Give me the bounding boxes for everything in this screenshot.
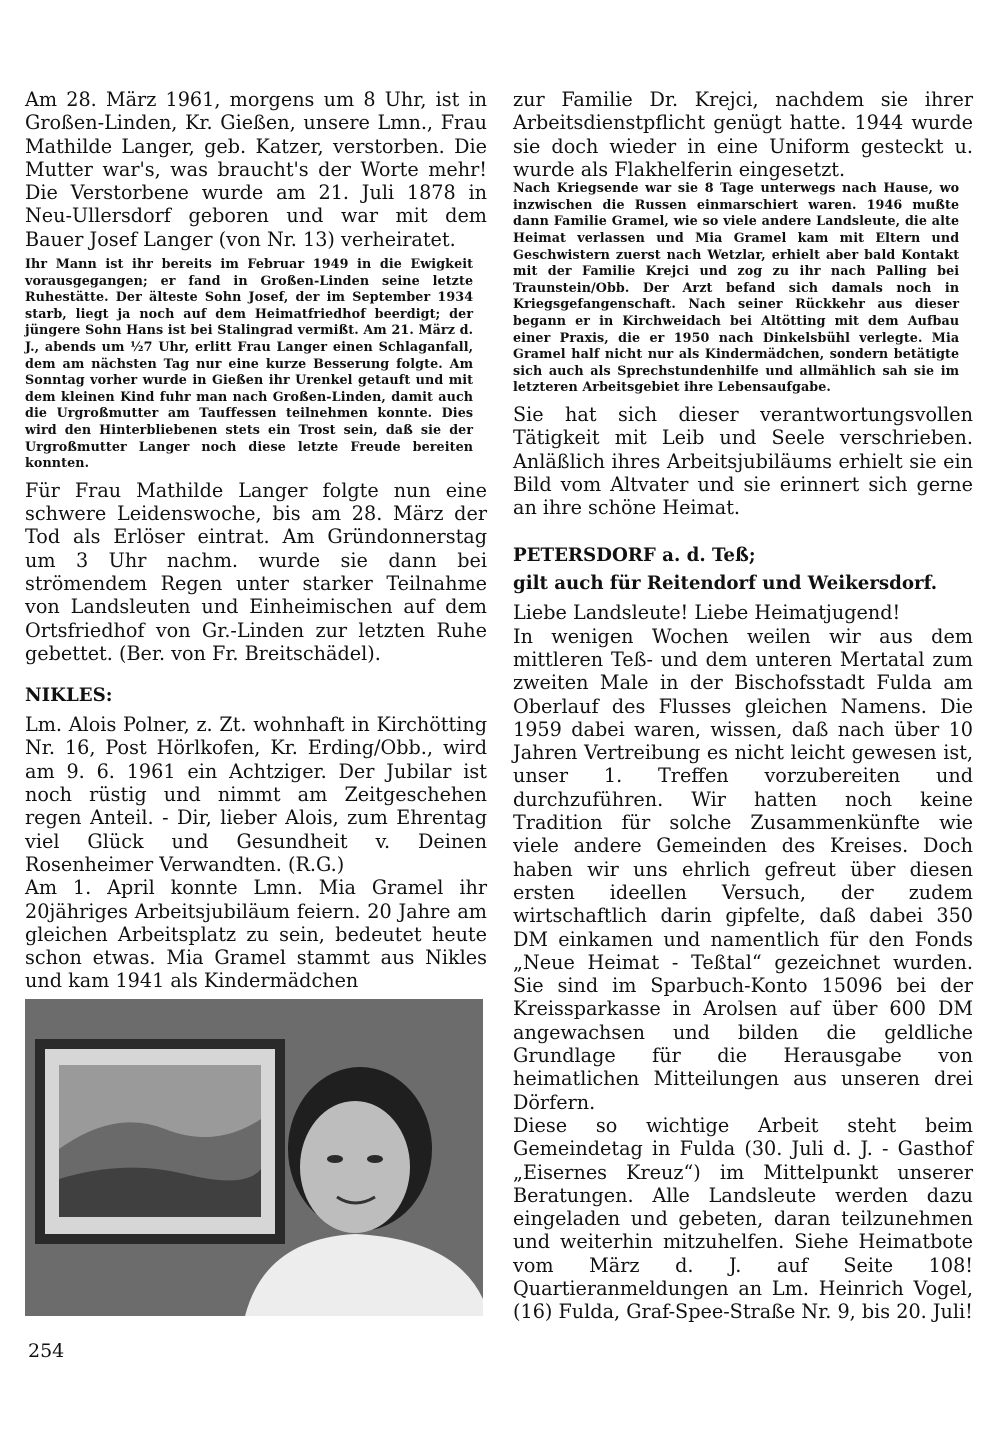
meeting-report: In wenigen Wochen weilen wir aus dem mittleren Teß- und dem unteren Mertatal zum zweiten Male in der Bischofsstadt Fulda am Oberlauf des Flusses gleichen Namens. Die 1959 dabei waren, wissen, daß nach über 10 Jahren Vertreibung es nicht leicht gewesen ist, unser 1. Treffen vorzubereiten und durchzuführen. Wir hatten noch keine Tradition für solche Zusammenkünfte wie viele andere Gemeinden des Kreises. Doch haben wir uns ehrlich gefreut über diesen ersten ideellen Versuch, der zudem wirtschaftlich darin gipfelte, daß dabei 350 DM einkamen und namentlich für den Fonds „Neue Heimat - Teßtal“ gezeichnet wurden. Sie sind im Sparbuch-Konto 15096 bei der Kreissparkasse in Arolsen auf über 600 DM angewachsen und bilden die geldliche Grundlage für die Herausgabe von heimatlichen Mitteilungen aus unseren drei Dörfern. [513, 624, 973, 1114]
left-column [25, 88, 487, 1316]
page-number: 254 [28, 1340, 65, 1362]
meeting-invitation: Diese so wichtige Arbeit steht beim Gemeindetag in Fulda (30. Juli d. J. - Gasthof „Eisernes Kreuz“) im Mittelpunkt unserer Beratungen. Alle Landsleute werden dazu eingeladen und gebeten, daran teilzunehmen und weiterhin mitzuhelfen. Siehe Heimatbote vom März d. J. auf Seite 108! Quartieranmeldungen an Lm. Heinrich Vogel, (16) Fulda, Graf-Spee-Straße Nr. 9, bis 20. Juli! [513, 1113, 973, 1324]
obituary-intro: Am 28. März 1961, morgens um 8 Uhr, ist in Großen-Linden, Kr. Gießen, unsere Lmn., Frau Mathilde Langer, geb. Katzer, verstorben. Die Mutter war's, was braucht's der Worte mehr! Die Verstorbene wurde am 21. Juli 1878 in Neu-Ullersdorf geboren und war mit dem Bauer Josef Langer (von Nr. 13) verheiratet. [25, 88, 487, 251]
heading-nikles: NIKLES: [25, 685, 113, 707]
subheading-villages: gilt auch für Reitendorf und Weikersdorf. [513, 573, 938, 595]
portrait-photo [25, 999, 483, 1316]
anniversary-continued: zur Familie Dr. Krejci, nachdem sie ihrer Arbeitsdienstpflicht genügt hatte. 1944 wurde sie doch wieder in eine Uniform gesteckt u. wurde als Flakhelferin eingesetzt. [513, 88, 973, 181]
birthday-notice: Lm. Alois Polner, z. Zt. wohnhaft in Kirchötting Nr. 16, Post Hörlkofen, Kr. Erding/Obb., wird am 9. 6. 1961 ein Achtziger. Der Jubilar ist noch rüstig und nimmt am Zeitgeschehen regen Anteil. - Dir, lieber Alois, zum Ehrentag viel Glück und Gesundheit v. Deinen Rosenheimer Verwandten. (R.G.) [25, 713, 487, 876]
anniversary-history: Nach Kriegsende war sie 8 Tage unterwegs nach Hause, wo inzwischen die Russen einmarschiert waren. 1946 mußte dann Familie Gramel, wie so viele andere Landsleute, die alte Heimat verlassen und Mia Gramel kam mit Eltern und Geschwistern zuerst nach Wetzlar, erhielt aber bald Kontakt mit der Familie Krejci und zog zu ihr nach Palling bei Traunstein/Obb. Der Arzt befand sich damals noch in Kriegsgefangenschaft. Nach seiner Rückkehr aus dieser begann er in Kirchweidach bei Altötting mit dem Aufbau einer Praxis, die er 1950 nach Dinkelsbühl verlegte. Mia Gramel half nicht nur als Kindermädchen, sondern betätigte sich auch als Sprechstundenhilfe und allmählich sah sie im letzteren Arbeitsgebiet ihre Lebensaufgabe. [513, 181, 960, 396]
greeting: Liebe Landsleute! Liebe Heimatjugend! [513, 601, 901, 625]
anniversary-closing: Sie hat sich dieser verantwortungsvollen Tätigkeit mit Leib und Seele verschrieben. Anläßlich ihres Arbeitsjubiläums erhielt sie ein Bild vom Altvater und sie erinnert sich gerne an ihre schöne Heimat. [513, 402, 973, 520]
anniversary-notice: Am 1. April konnte Lmn. Mia Gramel ihr 20jähriges Arbeitsjubiläum feiern. 20 Jahre am gleichen Arbeitsplatz zu sein, bedeutet heute schon etwas. Mia Gramel stammt aus Nikles und kam 1941 als Kindermädchen [25, 876, 487, 993]
obituary-details: Ihr Mann ist ihr bereits im Februar 1949 in die Ewigkeit vorausgegangen; er fand in Großen-Linden seine letzte Ruhestätte. Der älteste Sohn Josef, der im September 1934 starb, liegt ja noch auf dem Heimatfriedhof beerdigt; der jüngere Sohn Hans ist bei Stalingrad vermißt. Am 21. März d. J., abends um ½7 Uhr, erlitt Frau Langer einen Schlaganfall, dem am nächsten Tag nur eine kurze Besserung folgte. Am Sonntag vorher wurde in Gießen ihr Urenkel getauft und mit dem kleinen Kind fuhr man nach Großen-Linden, damit auch die Urgroßmutter am Tauffessen teilnehmen konnte. Dies wird den Hinterbliebenen stets ein Trost sein, daß sie der Urgroßmutter Langer noch diese letzte Freude bereiten konnten. [25, 257, 474, 472]
right-column [513, 88, 973, 1324]
heading-petersdorf: PETERSDORF a. d. Teß; [513, 545, 756, 567]
obituary-funeral: Für Frau Mathilde Langer folgte nun eine schwere Leidenswoche, bis am 28. März der Tod als Erlöser eintrat. Am Gründonnerstag um 3 Uhr nachm. wurde sie dann bei strömendem Regen unter starker Teilnahme von Landsleuten und Einheimischen auf dem Ortsfriedhof von Gr.-Linden zur letzten Ruhe gebettet. (Ber. von Fr. Breitschädel). [25, 478, 487, 665]
